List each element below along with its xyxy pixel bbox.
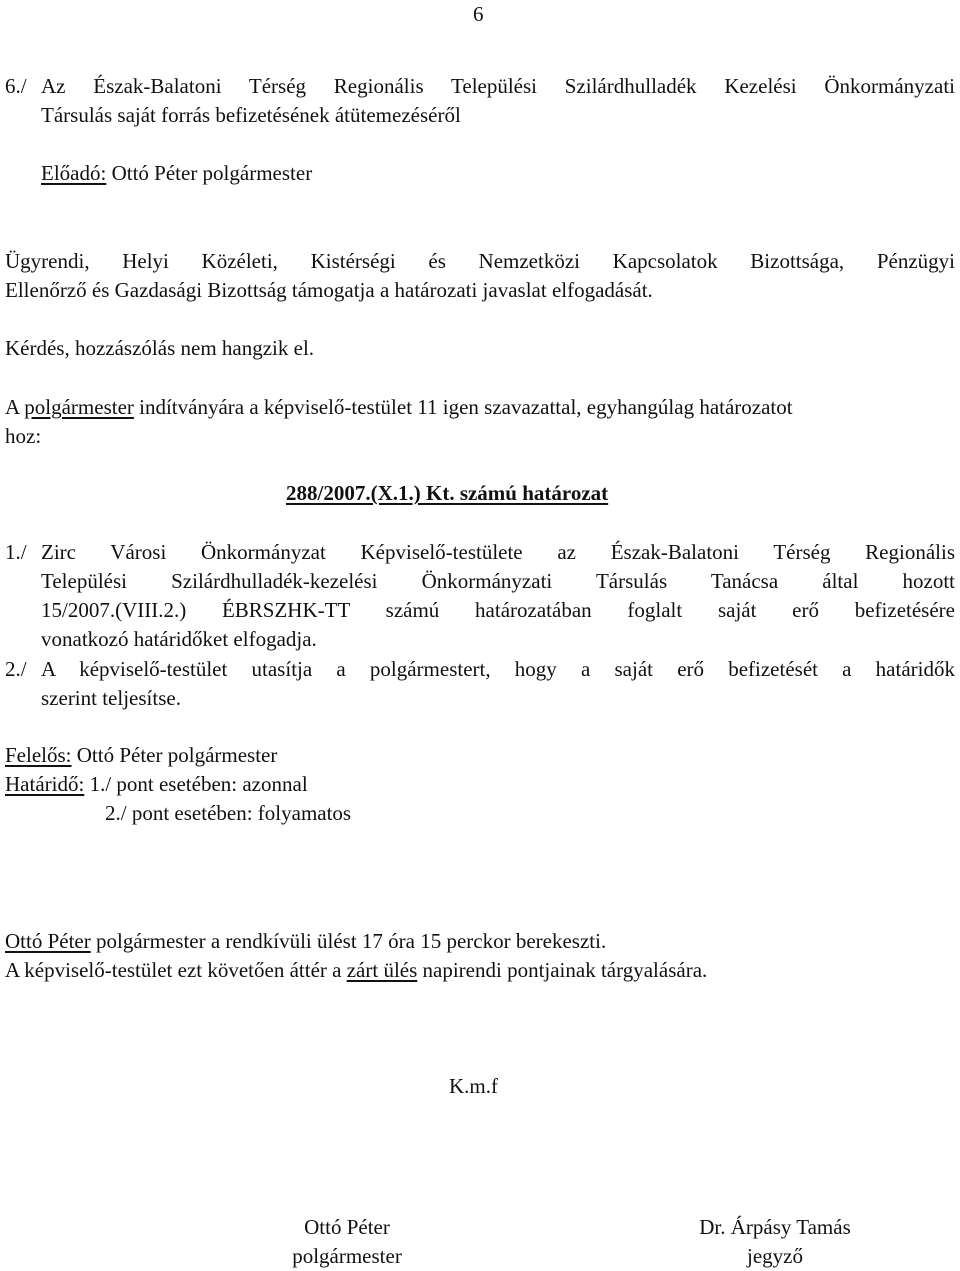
signature-right-title: jegyző bbox=[747, 1244, 803, 1268]
closing-rest: polgármester a rendkívüli ülést 17 óra 15 perckor berekeszti. bbox=[90, 929, 607, 953]
motion-line-2: hoz: bbox=[5, 424, 42, 448]
resolution-title: 288/2007.(X.1.) Kt. számú határozat bbox=[286, 481, 609, 505]
responsible-label: Felelős: bbox=[5, 743, 72, 767]
closing-line-2b: napirendi pontjainak tárgyalására. bbox=[417, 958, 708, 982]
deadline-value-2: 2./ pont esetében: folyamatos bbox=[105, 801, 352, 825]
motion-rest: indítványára a képviselő-testület 11 igen szavazattal, egyhangúlag határozatot bbox=[133, 395, 793, 419]
presenter bbox=[41, 159, 312, 188]
point-1-line-1: Zirc Városi Önkormányzat Képviselő-testülete az Észak-Balatoni Térség Regionális bbox=[41, 540, 955, 564]
motion-mayor: polgármester bbox=[24, 395, 134, 419]
point-1-line-4: vonatkozó határidőket elfogadja. bbox=[41, 627, 317, 651]
item-title-line-2: Társulás saját forrás befizetésének átütemezéséről bbox=[41, 103, 461, 127]
item-number: 6./ bbox=[5, 74, 27, 98]
signature-left-title: polgármester bbox=[292, 1244, 402, 1268]
signature-right-name: Dr. Árpásy Tamás bbox=[699, 1215, 851, 1239]
responsible bbox=[5, 741, 277, 770]
presenter-name: Ottó Péter polgármester bbox=[106, 161, 313, 185]
motion-a: A bbox=[5, 395, 20, 419]
closing-line-2 bbox=[5, 956, 707, 985]
presenter-label: Előadó: bbox=[41, 161, 107, 185]
point-1-number: 1./ bbox=[5, 540, 27, 564]
motion-line-1 bbox=[5, 393, 793, 422]
point-1-line-3: 15/2007.(VIII.2.) ÉBRSZHK-TT számú határozatában foglalt saját erő befizetésére bbox=[41, 598, 955, 622]
point-2-number: 2./ bbox=[5, 657, 27, 681]
deadline bbox=[5, 770, 308, 799]
item-title-line-1: Az Észak-Balatoni Térség Regionális Települési Szilárdhulladék Kezelési Önkormányzati bbox=[41, 74, 955, 98]
question-text: Kérdés, hozzászólás nem hangzik el. bbox=[5, 336, 315, 360]
closed-session-link: zárt ülés bbox=[346, 958, 418, 982]
kmf-text: K.m.f bbox=[449, 1074, 498, 1098]
page-number: 6 bbox=[473, 2, 484, 26]
signature-left-name: Ottó Péter bbox=[304, 1215, 390, 1239]
point-1-line-2: Települési Szilárdhulladék-kezelési Önkormányzati Társulás Tanácsa által hozott bbox=[41, 569, 955, 593]
closing-line-1 bbox=[5, 927, 606, 956]
point-2-line-2: szerint teljesítse. bbox=[41, 686, 181, 710]
closing-name: Ottó Péter bbox=[5, 929, 91, 953]
point-2-line-1: A képviselő-testület utasítja a polgármestert, hogy a saját erő befizetését a határidők bbox=[41, 657, 955, 681]
committee-line-2: Ellenőrző és Gazdasági Bizottság támogatja a határozati javaslat elfogadását. bbox=[5, 278, 653, 302]
responsible-value: Ottó Péter polgármester bbox=[71, 743, 278, 767]
committee-line-1: Ügyrendi, Helyi Közéleti, Kistérségi és Nemzetközi Kapcsolatok Bizottsága, Pénzügyi bbox=[5, 249, 955, 273]
closing-line-2a: A képviselő-testület ezt követően áttér a bbox=[5, 958, 347, 982]
deadline-value-1: 1./ pont esetében: azonnal bbox=[84, 772, 308, 796]
deadline-label: Határidő: bbox=[5, 772, 85, 796]
